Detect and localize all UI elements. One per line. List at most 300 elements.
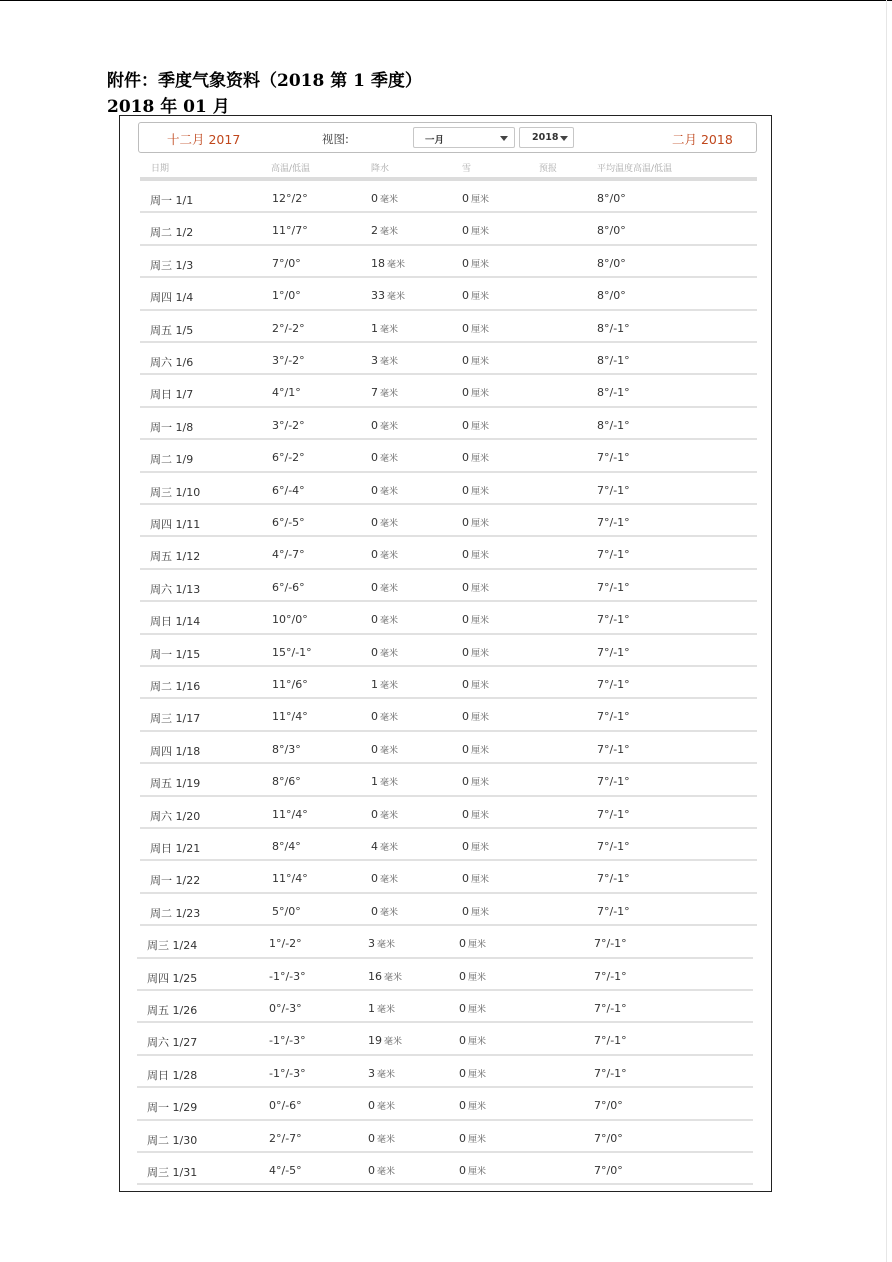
precip-value: 3 (368, 1066, 375, 1080)
precip-value: 0 (371, 710, 378, 724)
cell-average: 7°/0° (594, 1099, 623, 1113)
cell-date: 周六 1/6 (150, 356, 194, 369)
cell-high-low: 3°/-2° (272, 354, 305, 367)
snow-unit: 厘米 (471, 583, 490, 594)
cell-high-low: 5°/0° (272, 904, 301, 918)
cell-average: 7°/0° (594, 1164, 623, 1177)
cell-date: 周四 1/11 (150, 518, 201, 531)
snow-value: 0 (462, 548, 469, 562)
snow-unit: 厘米 (468, 1037, 487, 1048)
column-header-snow: 雪 (462, 164, 472, 174)
precip-value: 1 (371, 775, 378, 789)
cell-date: 周三 1/31 (147, 1166, 198, 1179)
table-row (140, 505, 757, 537)
cell-average: 8°/-1° (597, 386, 630, 400)
table-row (140, 699, 757, 731)
cell-snow (462, 257, 489, 270)
cell-high-low: 8°/4° (272, 840, 301, 853)
cell-high-low: 8°/3° (272, 742, 301, 756)
table-row (140, 894, 757, 926)
year-select-value: 2018 (532, 132, 559, 143)
cell-high-low: -1°/-3° (269, 969, 306, 983)
cell-average: 7°/-1° (597, 451, 630, 465)
cell-precip (371, 451, 398, 464)
cell-precip (371, 710, 398, 723)
precip-value: 33 (371, 289, 385, 303)
precip-value: 0 (371, 483, 378, 497)
cell-snow (462, 322, 489, 335)
cell-date: 周三 1/3 (150, 258, 194, 272)
snow-unit: 厘米 (471, 454, 490, 465)
cell-average: 7°/-1° (594, 1002, 627, 1015)
precip-unit: 毫米 (380, 551, 399, 562)
year-select[interactable] (519, 127, 574, 148)
chevron-down-icon (560, 136, 568, 141)
cell-average: 7°/0° (594, 1131, 623, 1145)
cell-snow (462, 192, 489, 205)
cell-date: 周三 1/24 (147, 939, 198, 953)
precip-unit: 毫米 (380, 810, 399, 821)
table-row (140, 635, 757, 667)
cell-date: 周日 1/7 (150, 388, 194, 402)
precip-value: 2 (371, 224, 378, 238)
cell-high-low: 0°/-3° (269, 1002, 302, 1015)
cell-precip (371, 484, 398, 497)
precip-value: 19 (368, 1034, 382, 1048)
snow-unit: 厘米 (468, 1069, 487, 1080)
snow-value: 0 (462, 742, 469, 756)
snow-value: 0 (462, 256, 469, 270)
cell-snow (462, 289, 489, 302)
cell-precip (368, 970, 402, 983)
cell-high-low: 6°/-6° (272, 580, 305, 594)
cell-date: 周五 1/26 (147, 1004, 198, 1017)
precip-unit: 毫米 (380, 421, 399, 432)
precip-value: 0 (371, 645, 378, 659)
cell-snow (459, 937, 486, 950)
next-month-link[interactable]: 二月 2018 (672, 132, 733, 147)
cell-precip (371, 224, 398, 237)
snow-value: 0 (462, 645, 469, 659)
top-border (0, 0, 892, 1)
cell-date: 周三 1/17 (150, 712, 201, 726)
column-header-forecast: 预报 (539, 164, 558, 174)
precip-unit: 毫米 (377, 1005, 396, 1015)
cell-date: 周一 1/29 (147, 1101, 198, 1115)
cell-average: 7°/-1° (594, 937, 627, 951)
table-row (140, 440, 757, 472)
precip-value: 0 (371, 548, 378, 562)
table-row (140, 602, 757, 634)
snow-unit: 厘米 (471, 227, 490, 238)
cell-precip (371, 322, 398, 335)
precip-unit: 毫米 (380, 389, 399, 400)
precip-value: 1 (368, 1002, 375, 1015)
cell-precip (368, 1132, 395, 1145)
month-select-value: 一月 (425, 135, 445, 146)
right-border (886, 0, 887, 1262)
precip-value: 0 (371, 451, 378, 465)
precip-unit: 毫米 (377, 1167, 396, 1177)
cell-average: 7°/-1° (597, 710, 630, 724)
table-row (137, 1088, 753, 1120)
snow-unit: 厘米 (468, 972, 487, 983)
snow-value: 0 (462, 775, 469, 789)
cell-precip (371, 386, 398, 399)
snow-value: 0 (462, 386, 469, 400)
precip-unit: 毫米 (377, 1102, 396, 1113)
snow-value: 0 (462, 321, 469, 335)
snow-value: 0 (462, 451, 469, 465)
cell-average: 7°/-1° (597, 775, 630, 789)
precip-unit: 毫米 (380, 843, 399, 853)
snow-unit: 厘米 (468, 1005, 487, 1015)
cell-average: 7°/-1° (597, 742, 630, 756)
cell-high-low: 6°/-5° (272, 516, 305, 529)
cell-date: 周日 1/14 (150, 615, 201, 629)
snow-value: 0 (459, 1066, 466, 1080)
cell-snow (459, 1034, 486, 1047)
snow-unit: 厘米 (471, 843, 490, 853)
cell-precip (368, 1099, 395, 1112)
snow-unit: 厘米 (471, 713, 490, 724)
table-row (140, 311, 757, 343)
cell-precip (371, 419, 398, 432)
precip-value: 0 (371, 516, 378, 529)
snow-unit: 厘米 (468, 1102, 487, 1113)
cell-snow (462, 484, 489, 497)
snow-unit: 厘米 (471, 195, 490, 205)
cell-snow (462, 646, 489, 659)
cell-precip (371, 840, 398, 853)
snow-value: 0 (459, 1034, 466, 1048)
snow-unit: 厘米 (468, 1134, 487, 1145)
precip-value: 0 (371, 872, 378, 886)
cell-date: 周四 1/18 (150, 744, 201, 758)
precip-value: 3 (368, 937, 375, 951)
cell-date: 周三 1/10 (150, 485, 201, 499)
table-row (137, 1153, 753, 1185)
cell-average: 7°/-1° (597, 483, 630, 497)
cell-average: 7°/-1° (594, 969, 627, 983)
cell-precip (368, 1002, 395, 1015)
cell-precip (371, 678, 398, 691)
column-header-date: 日期 (151, 164, 170, 174)
precip-value: 18 (371, 256, 385, 270)
cell-precip (371, 743, 398, 756)
snow-unit: 厘米 (471, 519, 490, 529)
cell-snow (462, 516, 489, 529)
table-row (140, 829, 757, 861)
precip-unit: 毫米 (380, 745, 399, 756)
cell-snow (462, 613, 489, 626)
cell-date: 周六 1/27 (147, 1036, 198, 1050)
snow-unit: 厘米 (471, 421, 490, 432)
cell-high-low: 4°/1° (272, 386, 301, 400)
precip-unit: 毫米 (387, 292, 406, 303)
snow-value: 0 (459, 1131, 466, 1145)
cell-date: 周五 1/19 (150, 777, 201, 791)
cell-snow (462, 581, 489, 594)
snow-unit: 厘米 (471, 259, 490, 270)
snow-value: 0 (459, 1099, 466, 1113)
precip-unit: 毫米 (380, 486, 399, 497)
cell-high-low: 1°/-2° (269, 937, 302, 951)
precip-value: 0 (368, 1164, 375, 1177)
precip-unit: 毫米 (380, 907, 399, 918)
cell-precip (368, 937, 395, 950)
precip-value: 0 (371, 418, 378, 432)
cell-snow (459, 1002, 486, 1015)
cell-precip (368, 1034, 402, 1047)
snow-unit: 厘米 (471, 648, 490, 659)
precip-unit: 毫米 (377, 1134, 396, 1145)
cell-high-low: 4°/-5° (269, 1164, 302, 1177)
snow-unit: 厘米 (471, 324, 490, 335)
cell-high-low: -1°/-3° (269, 1034, 306, 1048)
snow-unit: 厘米 (471, 616, 490, 627)
calendar-nav-bar (138, 122, 757, 153)
cell-high-low: 6°/-2° (272, 451, 305, 465)
cell-average: 7°/-1° (597, 807, 630, 821)
snow-value: 0 (462, 192, 469, 205)
cell-average: 7°/-1° (594, 1066, 627, 1080)
snow-value: 0 (462, 807, 469, 821)
table-row (140, 246, 757, 278)
table-row (137, 1056, 753, 1088)
cell-snow (459, 970, 486, 983)
snow-value: 0 (459, 1164, 466, 1177)
precip-value: 3 (371, 354, 378, 367)
cell-high-low: 1°/0° (272, 289, 301, 303)
cell-precip (371, 354, 398, 367)
precip-unit: 毫米 (380, 875, 399, 886)
snow-value: 0 (462, 289, 469, 303)
precip-unit: 毫米 (380, 324, 399, 335)
column-header-average: 平均温度高温/低温 (597, 164, 673, 174)
cell-high-low: 3°/-2° (272, 418, 305, 432)
cell-high-low: 2°/-2° (272, 321, 305, 335)
cell-snow (462, 743, 489, 756)
cell-average: 7°/-1° (597, 613, 630, 627)
cell-high-low: 2°/-7° (269, 1131, 302, 1145)
cell-snow (462, 224, 489, 237)
precip-unit: 毫米 (380, 519, 399, 529)
snow-unit: 厘米 (471, 389, 490, 400)
precip-unit: 毫米 (380, 195, 399, 205)
snow-unit: 厘米 (471, 357, 490, 367)
cell-average: 7°/-1° (597, 904, 630, 918)
cell-average: 8°/0° (597, 224, 626, 238)
cell-date: 周一 1/15 (150, 647, 201, 661)
precip-unit: 毫米 (377, 1069, 396, 1080)
cell-precip (371, 613, 398, 626)
view-label: 视图: (322, 132, 349, 146)
cell-average: 8°/0° (597, 192, 626, 205)
table-row (140, 473, 757, 505)
cell-date: 周一 1/22 (150, 874, 201, 888)
table-row (137, 959, 753, 991)
cell-snow (459, 1099, 486, 1112)
precip-unit: 毫米 (380, 681, 399, 691)
cell-date: 周六 1/13 (150, 582, 201, 596)
cell-date: 周五 1/5 (150, 323, 194, 337)
precip-unit: 毫米 (384, 972, 403, 983)
cell-average: 7°/-1° (597, 548, 630, 562)
cell-snow (462, 775, 489, 788)
cell-snow (462, 386, 489, 399)
cell-snow (462, 808, 489, 821)
precip-value: 0 (371, 192, 378, 205)
snow-unit: 厘米 (471, 875, 490, 886)
precip-value: 1 (371, 321, 378, 335)
cell-average: 8°/0° (597, 256, 626, 270)
precip-value: 1 (371, 678, 378, 691)
cell-date: 周四 1/25 (147, 971, 198, 985)
cell-date: 周二 1/9 (150, 453, 194, 467)
cell-precip (368, 1164, 395, 1177)
cell-high-low: 11°/6° (272, 678, 308, 691)
cell-date: 周五 1/12 (150, 550, 201, 564)
cell-average: 7°/-1° (597, 840, 630, 853)
table-row (140, 375, 757, 407)
cell-precip (371, 905, 398, 918)
precip-value: 16 (368, 969, 382, 983)
snow-unit: 厘米 (471, 681, 490, 691)
column-header-precip: 降水 (371, 164, 390, 174)
cell-snow (462, 678, 489, 691)
document-title: 附件：季度气象资料（2018 第 1 季度） (107, 71, 422, 91)
cell-snow (462, 354, 489, 367)
cell-high-low: 11°/7° (272, 224, 308, 238)
precip-value: 0 (371, 613, 378, 627)
cell-precip (371, 257, 405, 270)
snow-unit: 厘米 (471, 778, 490, 789)
snow-value: 0 (459, 937, 466, 951)
cell-precip (371, 775, 398, 788)
cell-snow (462, 872, 489, 885)
prev-month-link[interactable]: 十二月 2017 (167, 132, 241, 147)
precip-value: 0 (368, 1131, 375, 1145)
cell-date: 周二 1/16 (150, 680, 201, 693)
table-row (140, 537, 757, 569)
cell-precip (371, 872, 398, 885)
cell-snow (459, 1132, 486, 1145)
table-row (140, 343, 757, 375)
table-row (137, 991, 753, 1023)
cell-date: 周日 1/28 (147, 1068, 198, 1082)
cell-average: 7°/-1° (597, 678, 630, 691)
cell-high-low: 4°/-7° (272, 548, 305, 562)
cell-snow (459, 1067, 486, 1080)
table-row (140, 667, 757, 699)
cell-precip (371, 548, 398, 561)
cell-average: 8°/-1° (597, 418, 630, 432)
table-row (140, 408, 757, 440)
table-row (140, 181, 757, 213)
snow-unit: 厘米 (471, 486, 490, 497)
snow-value: 0 (462, 354, 469, 367)
snow-value: 0 (462, 872, 469, 886)
column-header-high-low: 高温/低温 (271, 164, 311, 174)
precip-unit: 毫米 (380, 227, 399, 238)
cell-date: 周一 1/1 (150, 194, 194, 207)
cell-date: 周一 1/8 (150, 420, 194, 434)
precip-unit: 毫米 (380, 778, 399, 789)
chevron-down-icon (500, 136, 508, 141)
precip-value: 0 (371, 904, 378, 918)
snow-unit: 厘米 (471, 907, 490, 918)
snow-value: 0 (462, 418, 469, 432)
cell-snow (459, 1164, 486, 1177)
snow-value: 0 (462, 580, 469, 594)
snow-value: 0 (462, 710, 469, 724)
precip-value: 7 (371, 386, 378, 400)
snow-value: 0 (462, 516, 469, 529)
precip-value: 0 (371, 580, 378, 594)
cell-high-low: 8°/6° (272, 775, 301, 789)
precip-value: 0 (371, 807, 378, 821)
cell-date: 周四 1/4 (150, 291, 194, 305)
snow-unit: 厘米 (471, 292, 490, 303)
precip-unit: 毫米 (380, 648, 399, 659)
snow-value: 0 (459, 1002, 466, 1015)
precip-unit: 毫米 (384, 1037, 403, 1048)
snow-value: 0 (462, 678, 469, 691)
cell-date: 周六 1/20 (150, 809, 201, 823)
cell-precip (371, 581, 398, 594)
cell-precip (368, 1067, 395, 1080)
cell-average: 8°/0° (597, 289, 626, 303)
cell-precip (371, 808, 398, 821)
table-row (140, 278, 757, 310)
cell-snow (462, 419, 489, 432)
cell-average: 7°/-1° (597, 580, 630, 594)
cell-high-low: 15°/-1° (272, 645, 312, 659)
cell-date: 周二 1/30 (147, 1133, 198, 1147)
cell-snow (462, 840, 489, 853)
cell-high-low: 7°/0° (272, 256, 301, 270)
table-row (140, 570, 757, 602)
precip-value: 0 (371, 742, 378, 756)
cell-date: 周日 1/21 (150, 842, 201, 855)
cell-snow (462, 905, 489, 918)
month-select[interactable] (413, 127, 515, 148)
snow-value: 0 (462, 483, 469, 497)
cell-average: 7°/-1° (594, 1034, 627, 1048)
cell-precip (371, 516, 398, 529)
table-row (140, 797, 757, 829)
cell-date: 周二 1/23 (150, 906, 201, 920)
snow-unit: 厘米 (471, 551, 490, 562)
precip-value: 4 (371, 840, 378, 853)
snow-unit: 厘米 (468, 940, 487, 951)
precip-unit: 毫米 (380, 583, 399, 594)
cell-high-low: 10°/0° (272, 613, 308, 627)
cell-snow (462, 548, 489, 561)
cell-precip (371, 646, 398, 659)
snow-unit: 厘米 (471, 810, 490, 821)
cell-date: 周二 1/2 (150, 226, 194, 240)
cell-high-low: -1°/-3° (269, 1066, 306, 1080)
snow-value: 0 (459, 969, 466, 983)
cell-average: 7°/-1° (597, 516, 630, 529)
precip-unit: 毫米 (387, 259, 406, 270)
precip-unit: 毫米 (380, 616, 399, 627)
table-row (137, 1121, 753, 1153)
document-subtitle: 2018 年 01 月 (107, 97, 230, 117)
cell-snow (462, 451, 489, 464)
